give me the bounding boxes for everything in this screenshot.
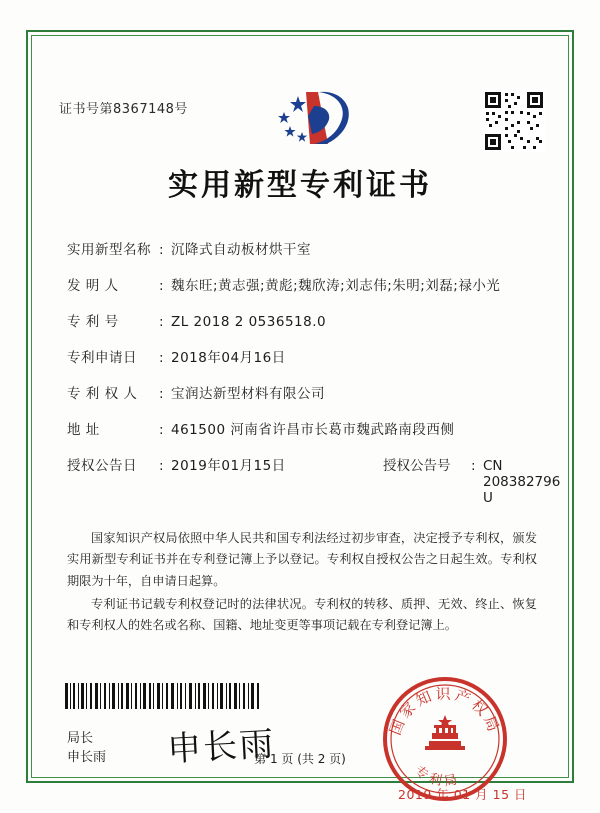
- field-value: 461500 河南省许昌市长葛市魏武路南段西侧: [171, 422, 455, 438]
- director-title-label: 局长: [67, 730, 94, 746]
- certificate-header: [45, 50, 555, 142]
- barcode-icon: [65, 683, 261, 709]
- qr-code-icon: [483, 90, 545, 152]
- field-row: [67, 274, 545, 294]
- field-row-dual: [67, 454, 561, 506]
- field-row: [67, 346, 545, 366]
- field-label: 专利申请日: [67, 350, 137, 366]
- cnipa-logo-icon: [240, 86, 360, 148]
- field-value: 宝润达新型材料有限公司: [171, 386, 325, 402]
- field-colon: :: [159, 386, 164, 402]
- legal-paragraph: 专利证书记载专利权登记时的法律状况。专利权的转移、质押、无效、终止、恢复和专利权人的姓名或名称、国籍、地址变更等事项记载在专利登记簿上。: [67, 597, 537, 633]
- field-colon: :: [159, 350, 164, 366]
- page-footer: 第 1 页 (共 2 页): [254, 752, 346, 766]
- field-colon: :: [471, 458, 476, 474]
- field-label: 专 利 号: [67, 314, 119, 330]
- field-value: 2019年01月15日: [171, 458, 286, 474]
- field-row: [67, 238, 545, 258]
- field-colon: :: [159, 242, 164, 258]
- field-label: 实用新型名称: [67, 242, 151, 258]
- legal-text-block: [45, 528, 555, 637]
- field-value-secondary: CN 208382796 U: [483, 458, 561, 506]
- field-colon: :: [159, 422, 164, 438]
- field-colon: :: [159, 278, 164, 294]
- field-value: 魏东旺;黄志强;黄彪;魏欣涛;刘志伟;朱明;刘磊;禄小光: [171, 278, 501, 294]
- field-value: 沉降式自动板材烘干室: [171, 242, 311, 258]
- field-label: 地 址: [67, 422, 100, 438]
- field-row: [67, 382, 545, 402]
- certificate-content: [45, 50, 561, 802]
- certificate-number: 证书号第8367148号: [59, 102, 188, 117]
- field-row: [67, 418, 545, 438]
- field-label: 发 明 人: [67, 278, 119, 294]
- field-colon: :: [159, 458, 164, 474]
- field-value: ZL 2018 2 0536518.0: [171, 314, 327, 330]
- signature-seal-area: [45, 673, 555, 813]
- seal-date: 2019 年 01 月 15 日: [398, 786, 527, 802]
- field-label: 授权公告日: [67, 458, 137, 474]
- field-value: 2018年04月16日: [171, 350, 286, 366]
- svg-text:专利局: 专利局: [411, 763, 463, 790]
- director-name-label: 申长雨: [67, 750, 107, 766]
- field-row: [67, 310, 545, 330]
- legal-paragraph: 国家知识产权局依照中华人民共和国专利法经过初步审查，决定授予专利权，颁发实用新型专利证书并在专利登记簿上予以登记。专利权自授权公告之日起生效。专利权期限为十年，自申请日起算。: [67, 531, 537, 588]
- field-label: 专 利 权 人: [67, 386, 138, 402]
- official-seal-icon: [381, 675, 509, 803]
- svg-text:国家知识产权局: 国家知识产权局: [386, 684, 504, 738]
- field-list: [45, 238, 561, 506]
- field-colon: :: [159, 314, 164, 330]
- field-label-secondary: 授权公告号: [383, 458, 451, 474]
- page-title: 实用新型专利证书: [168, 168, 432, 203]
- handwritten-signature: 申长雨: [166, 723, 277, 770]
